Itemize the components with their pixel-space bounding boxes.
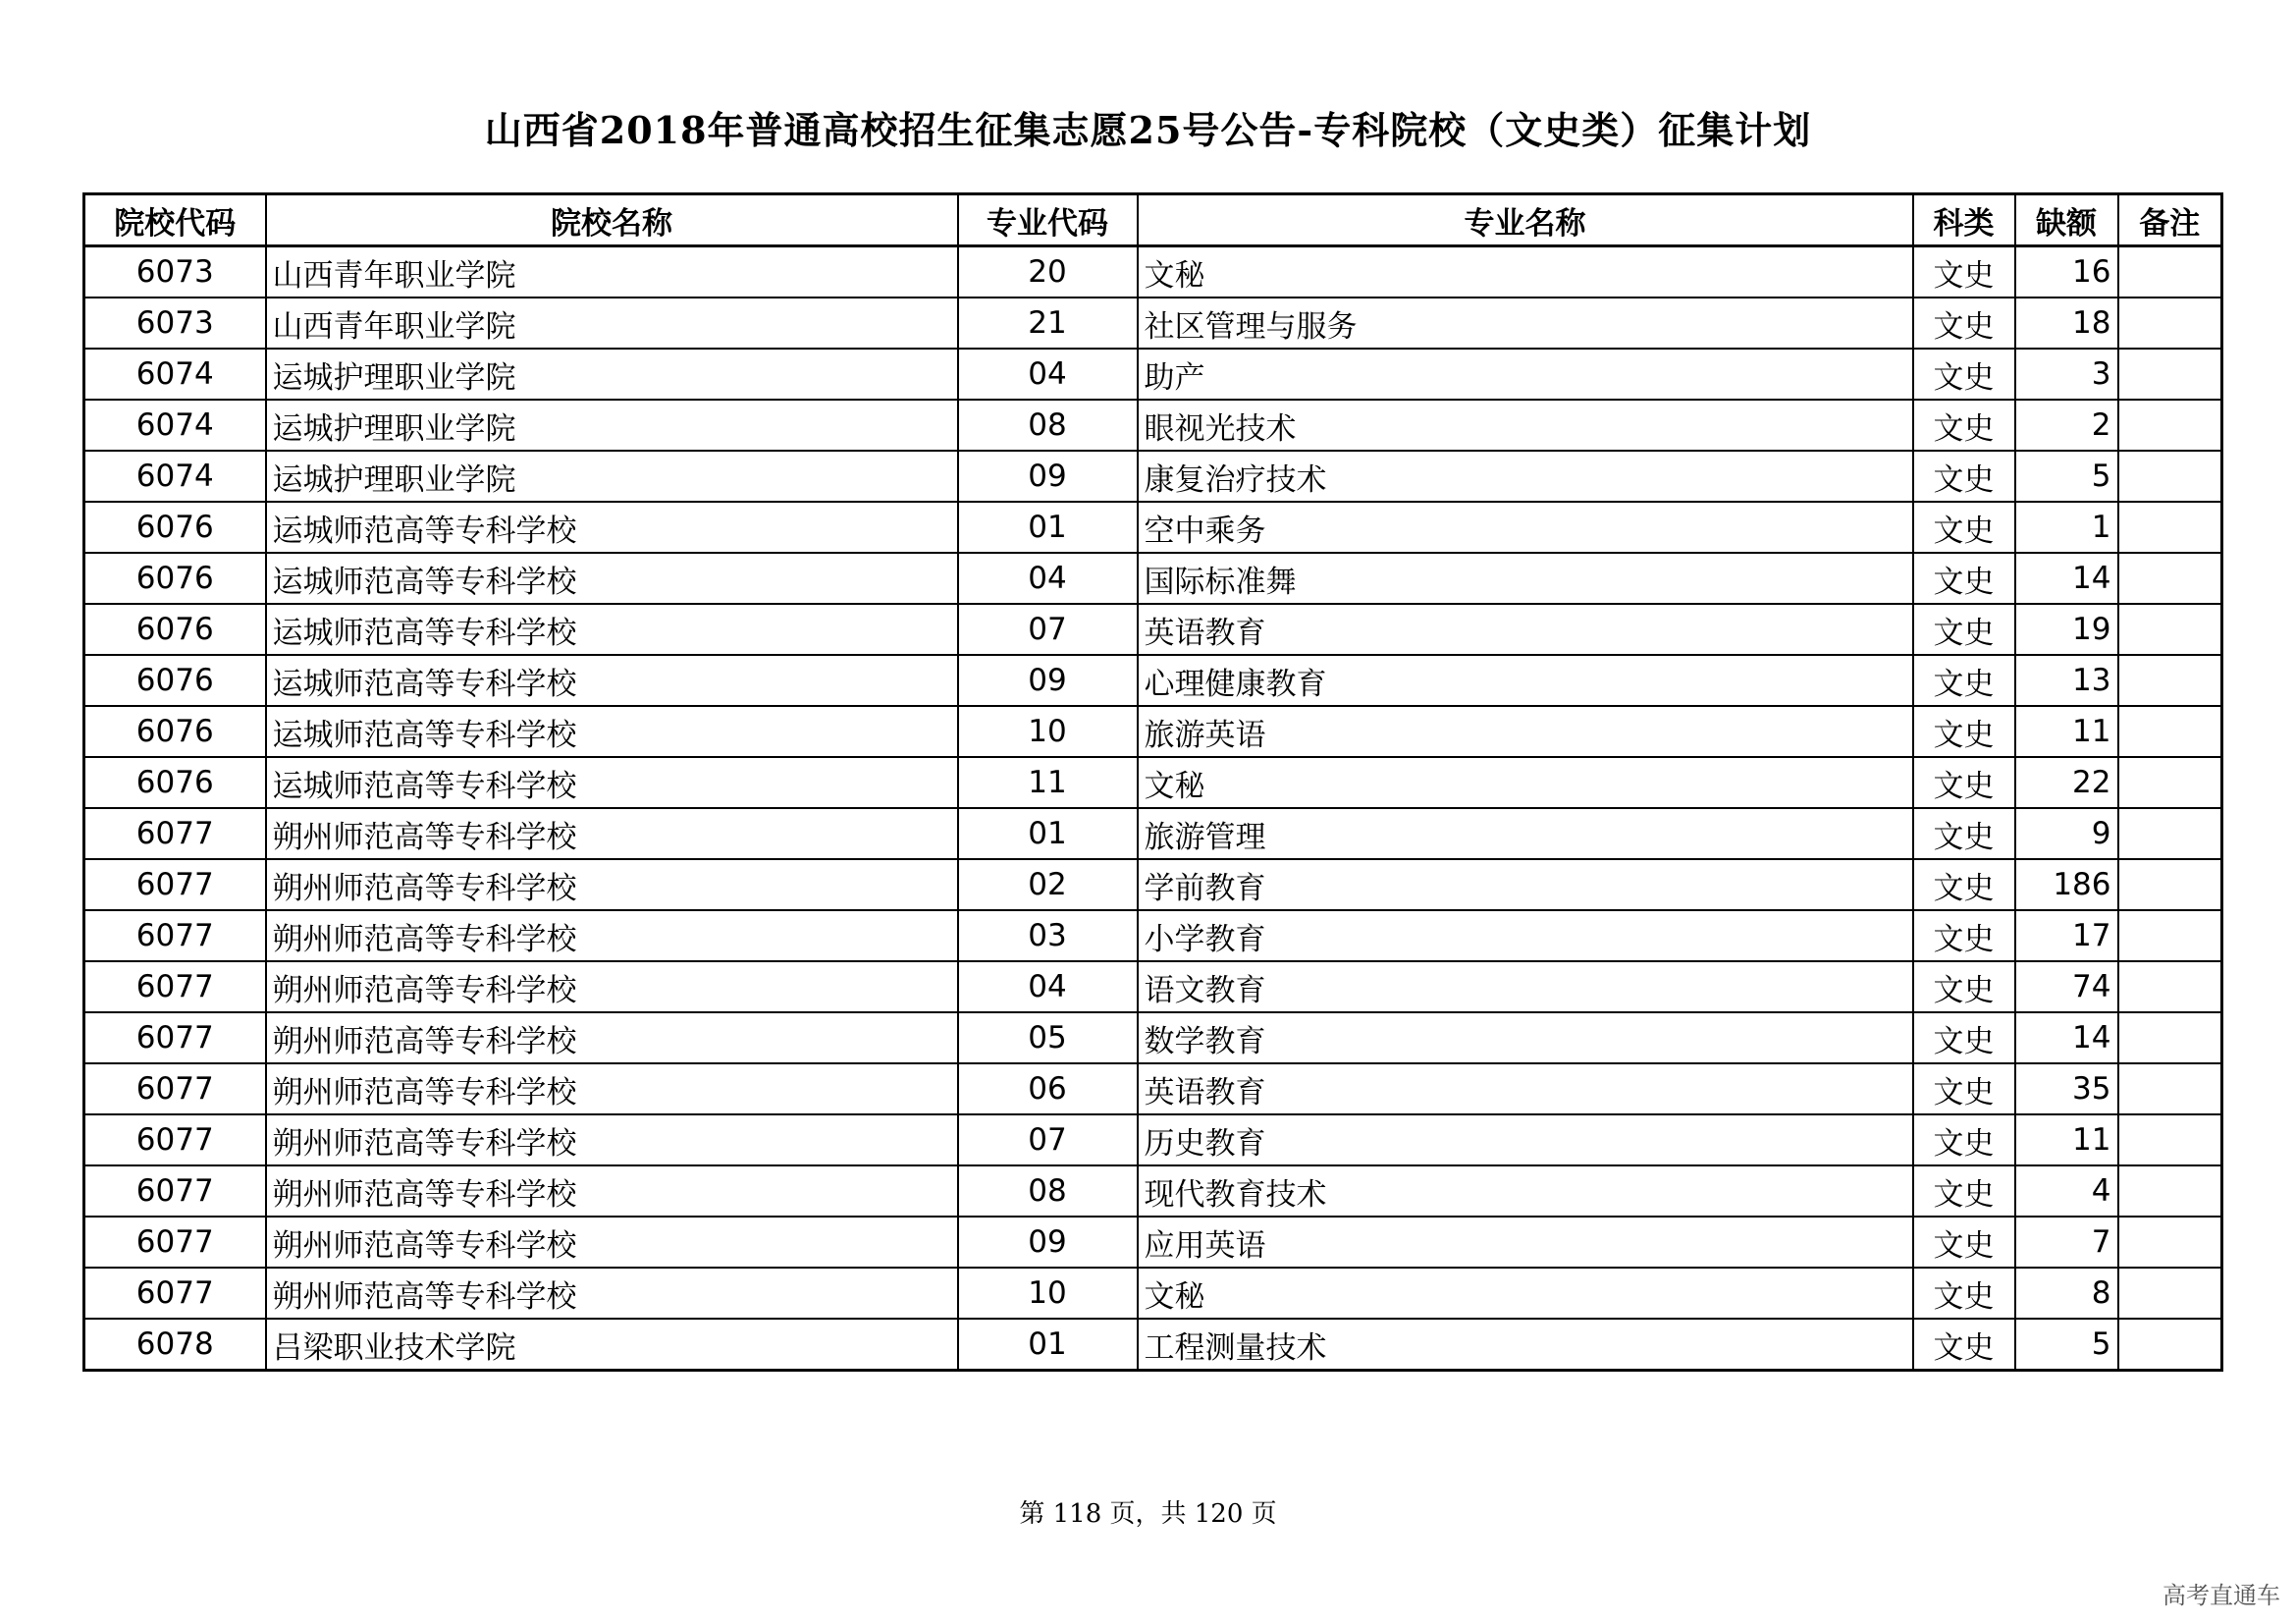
cell-major-code: 08 xyxy=(958,400,1138,451)
cell-category: 文史 xyxy=(1913,1063,2015,1114)
cell-school-code: 6077 xyxy=(84,859,266,910)
cell-notes xyxy=(2118,706,2222,757)
table-header-row xyxy=(84,194,2222,246)
cell-vacancies: 7 xyxy=(2015,1217,2118,1268)
cell-school-code: 6076 xyxy=(84,706,266,757)
cell-category: 文史 xyxy=(1913,1165,2015,1217)
table-row xyxy=(84,655,2222,706)
table-row xyxy=(84,1268,2222,1319)
page-footer: 第 118 页，共 120 页 xyxy=(1019,1499,1277,1529)
cell-school-name: 运城护理职业学院 xyxy=(266,451,958,502)
cell-vacancies: 16 xyxy=(2015,246,2118,298)
cell-category: 文史 xyxy=(1913,706,2015,757)
enrollment-plan-table xyxy=(82,192,2223,1372)
cell-category: 文史 xyxy=(1913,655,2015,706)
cell-vacancies: 74 xyxy=(2015,961,2118,1012)
cell-school-name: 运城师范高等专科学校 xyxy=(266,655,958,706)
cell-category: 文史 xyxy=(1913,1268,2015,1319)
cell-category: 文史 xyxy=(1913,604,2015,655)
cell-school-name: 运城师范高等专科学校 xyxy=(266,757,958,808)
cell-major-code: 11 xyxy=(958,757,1138,808)
cell-major-code: 20 xyxy=(958,246,1138,298)
table-row xyxy=(84,400,2222,451)
cell-school-name: 山西青年职业学院 xyxy=(266,298,958,349)
cell-notes xyxy=(2118,808,2222,859)
cell-notes xyxy=(2118,757,2222,808)
cell-category: 文史 xyxy=(1913,400,2015,451)
cell-school-code: 6076 xyxy=(84,604,266,655)
table-row xyxy=(84,298,2222,349)
cell-major-code: 01 xyxy=(958,808,1138,859)
cell-school-name: 运城师范高等专科学校 xyxy=(266,604,958,655)
cell-major-name: 康复治疗技术 xyxy=(1138,451,1913,502)
cell-major-code: 04 xyxy=(958,961,1138,1012)
cell-vacancies: 22 xyxy=(2015,757,2118,808)
cell-school-code: 6077 xyxy=(84,1217,266,1268)
page-title: 山西省2018年普通高校招生征集志愿25号公告-专科院校（文史类）征集计划 xyxy=(484,108,1812,152)
cell-school-code: 6076 xyxy=(84,502,266,553)
cell-vacancies: 17 xyxy=(2015,910,2118,961)
header-school-name: 院校名称 xyxy=(266,194,958,246)
table-row xyxy=(84,1217,2222,1268)
cell-major-name: 学前教育 xyxy=(1138,859,1913,910)
table-row xyxy=(84,961,2222,1012)
cell-vacancies: 8 xyxy=(2015,1268,2118,1319)
cell-vacancies: 4 xyxy=(2015,1165,2118,1217)
cell-school-code: 6077 xyxy=(84,1114,266,1165)
cell-major-code: 02 xyxy=(958,859,1138,910)
cell-vacancies: 11 xyxy=(2015,1114,2118,1165)
cell-school-code: 6074 xyxy=(84,451,266,502)
table-row xyxy=(84,1165,2222,1217)
cell-notes xyxy=(2118,655,2222,706)
table-row xyxy=(84,553,2222,604)
table-row xyxy=(84,808,2222,859)
cell-school-code: 6073 xyxy=(84,298,266,349)
cell-school-name: 运城护理职业学院 xyxy=(266,349,958,400)
cell-school-name: 朔州师范高等专科学校 xyxy=(266,910,958,961)
cell-notes xyxy=(2118,553,2222,604)
table-body xyxy=(84,246,2222,1371)
cell-vacancies: 11 xyxy=(2015,706,2118,757)
table-row xyxy=(84,604,2222,655)
cell-major-code: 06 xyxy=(958,1063,1138,1114)
cell-school-name: 运城师范高等专科学校 xyxy=(266,502,958,553)
table-row xyxy=(84,757,2222,808)
cell-vacancies: 5 xyxy=(2015,451,2118,502)
cell-major-name: 眼视光技术 xyxy=(1138,400,1913,451)
table-row xyxy=(84,1012,2222,1063)
cell-school-code: 6077 xyxy=(84,1012,266,1063)
cell-major-code: 10 xyxy=(958,706,1138,757)
cell-vacancies: 13 xyxy=(2015,655,2118,706)
table-row xyxy=(84,859,2222,910)
cell-major-code: 01 xyxy=(958,502,1138,553)
cell-notes xyxy=(2118,961,2222,1012)
cell-school-code: 6074 xyxy=(84,400,266,451)
cell-school-name: 运城师范高等专科学校 xyxy=(266,706,958,757)
table-row xyxy=(84,706,2222,757)
cell-school-name: 朔州师范高等专科学校 xyxy=(266,859,958,910)
cell-category: 文史 xyxy=(1913,808,2015,859)
header-major-code: 专业代码 xyxy=(958,194,1138,246)
cell-major-name: 历史教育 xyxy=(1138,1114,1913,1165)
cell-notes xyxy=(2118,859,2222,910)
cell-school-code: 6077 xyxy=(84,1268,266,1319)
header-vacancies: 缺额 xyxy=(2015,194,2118,246)
cell-major-code: 03 xyxy=(958,910,1138,961)
cell-category: 文史 xyxy=(1913,1319,2015,1371)
cell-category: 文史 xyxy=(1913,757,2015,808)
cell-vacancies: 1 xyxy=(2015,502,2118,553)
cell-notes xyxy=(2118,1063,2222,1114)
cell-major-name: 数学教育 xyxy=(1138,1012,1913,1063)
cell-category: 文史 xyxy=(1913,859,2015,910)
cell-major-code: 10 xyxy=(958,1268,1138,1319)
table-row xyxy=(84,349,2222,400)
cell-vacancies: 5 xyxy=(2015,1319,2118,1371)
cell-notes xyxy=(2118,298,2222,349)
cell-school-name: 朔州师范高等专科学校 xyxy=(266,961,958,1012)
cell-major-name: 空中乘务 xyxy=(1138,502,1913,553)
cell-category: 文史 xyxy=(1913,553,2015,604)
cell-school-name: 运城护理职业学院 xyxy=(266,400,958,451)
header-category: 科类 xyxy=(1913,194,2015,246)
cell-vacancies: 35 xyxy=(2015,1063,2118,1114)
cell-major-code: 08 xyxy=(958,1165,1138,1217)
cell-major-name: 旅游管理 xyxy=(1138,808,1913,859)
watermark-text: 高考直通车 xyxy=(2163,1582,2280,1609)
cell-vacancies: 19 xyxy=(2015,604,2118,655)
cell-vacancies: 3 xyxy=(2015,349,2118,400)
cell-vacancies: 14 xyxy=(2015,553,2118,604)
cell-category: 文史 xyxy=(1913,910,2015,961)
cell-school-code: 6077 xyxy=(84,961,266,1012)
cell-school-code: 6077 xyxy=(84,1165,266,1217)
table-row xyxy=(84,1114,2222,1165)
cell-major-code: 09 xyxy=(958,1217,1138,1268)
cell-major-name: 语文教育 xyxy=(1138,961,1913,1012)
cell-notes xyxy=(2118,246,2222,298)
cell-major-name: 文秘 xyxy=(1138,1268,1913,1319)
cell-notes xyxy=(2118,1319,2222,1371)
cell-major-name: 社区管理与服务 xyxy=(1138,298,1913,349)
cell-notes xyxy=(2118,502,2222,553)
cell-major-name: 文秘 xyxy=(1138,246,1913,298)
cell-school-code: 6077 xyxy=(84,910,266,961)
cell-school-name: 朔州师范高等专科学校 xyxy=(266,1114,958,1165)
table-row xyxy=(84,910,2222,961)
cell-school-code: 6076 xyxy=(84,553,266,604)
cell-category: 文史 xyxy=(1913,349,2015,400)
cell-school-name: 朔州师范高等专科学校 xyxy=(266,1165,958,1217)
cell-school-code: 6076 xyxy=(84,757,266,808)
cell-vacancies: 9 xyxy=(2015,808,2118,859)
cell-major-name: 国际标准舞 xyxy=(1138,553,1913,604)
cell-school-name: 山西青年职业学院 xyxy=(266,246,958,298)
cell-category: 文史 xyxy=(1913,961,2015,1012)
cell-school-name: 朔州师范高等专科学校 xyxy=(266,1012,958,1063)
cell-major-name: 工程测量技术 xyxy=(1138,1319,1913,1371)
cell-major-name: 文秘 xyxy=(1138,757,1913,808)
table-row xyxy=(84,502,2222,553)
cell-notes xyxy=(2118,451,2222,502)
cell-school-name: 朔州师范高等专科学校 xyxy=(266,1268,958,1319)
cell-major-code: 07 xyxy=(958,1114,1138,1165)
table-row xyxy=(84,1319,2222,1371)
header-school-code: 院校代码 xyxy=(84,194,266,246)
cell-notes xyxy=(2118,349,2222,400)
cell-major-name: 心理健康教育 xyxy=(1138,655,1913,706)
table-row xyxy=(84,1063,2222,1114)
cell-major-name: 英语教育 xyxy=(1138,1063,1913,1114)
cell-school-name: 朔州师范高等专科学校 xyxy=(266,808,958,859)
cell-major-code: 04 xyxy=(958,553,1138,604)
cell-vacancies: 18 xyxy=(2015,298,2118,349)
cell-major-name: 旅游英语 xyxy=(1138,706,1913,757)
cell-major-name: 小学教育 xyxy=(1138,910,1913,961)
cell-notes xyxy=(2118,910,2222,961)
cell-school-code: 6074 xyxy=(84,349,266,400)
cell-notes xyxy=(2118,1012,2222,1063)
cell-notes xyxy=(2118,1217,2222,1268)
cell-vacancies: 186 xyxy=(2015,859,2118,910)
cell-vacancies: 14 xyxy=(2015,1012,2118,1063)
cell-major-code: 21 xyxy=(958,298,1138,349)
cell-school-code: 6077 xyxy=(84,1063,266,1114)
cell-notes xyxy=(2118,1165,2222,1217)
cell-school-name: 朔州师范高等专科学校 xyxy=(266,1063,958,1114)
cell-notes xyxy=(2118,1268,2222,1319)
cell-category: 文史 xyxy=(1913,451,2015,502)
cell-category: 文史 xyxy=(1913,1114,2015,1165)
cell-notes xyxy=(2118,604,2222,655)
cell-school-code: 6078 xyxy=(84,1319,266,1371)
header-major-name: 专业名称 xyxy=(1138,194,1913,246)
cell-major-code: 09 xyxy=(958,451,1138,502)
table-row xyxy=(84,451,2222,502)
cell-category: 文史 xyxy=(1913,1012,2015,1063)
cell-notes xyxy=(2118,400,2222,451)
header-notes: 备注 xyxy=(2118,194,2222,246)
cell-major-code: 04 xyxy=(958,349,1138,400)
cell-major-name: 现代教育技术 xyxy=(1138,1165,1913,1217)
cell-major-name: 应用英语 xyxy=(1138,1217,1913,1268)
cell-major-code: 09 xyxy=(958,655,1138,706)
cell-category: 文史 xyxy=(1913,246,2015,298)
cell-school-name: 运城师范高等专科学校 xyxy=(266,553,958,604)
cell-major-code: 01 xyxy=(958,1319,1138,1371)
cell-school-code: 6073 xyxy=(84,246,266,298)
cell-major-name: 英语教育 xyxy=(1138,604,1913,655)
cell-school-name: 吕梁职业技术学院 xyxy=(266,1319,958,1371)
cell-school-name: 朔州师范高等专科学校 xyxy=(266,1217,958,1268)
table-row xyxy=(84,246,2222,298)
cell-school-code: 6077 xyxy=(84,808,266,859)
cell-major-name: 助产 xyxy=(1138,349,1913,400)
cell-vacancies: 2 xyxy=(2015,400,2118,451)
cell-school-code: 6076 xyxy=(84,655,266,706)
cell-category: 文史 xyxy=(1913,1217,2015,1268)
cell-major-code: 05 xyxy=(958,1012,1138,1063)
cell-category: 文史 xyxy=(1913,502,2015,553)
cell-major-code: 07 xyxy=(958,604,1138,655)
cell-category: 文史 xyxy=(1913,298,2015,349)
cell-notes xyxy=(2118,1114,2222,1165)
